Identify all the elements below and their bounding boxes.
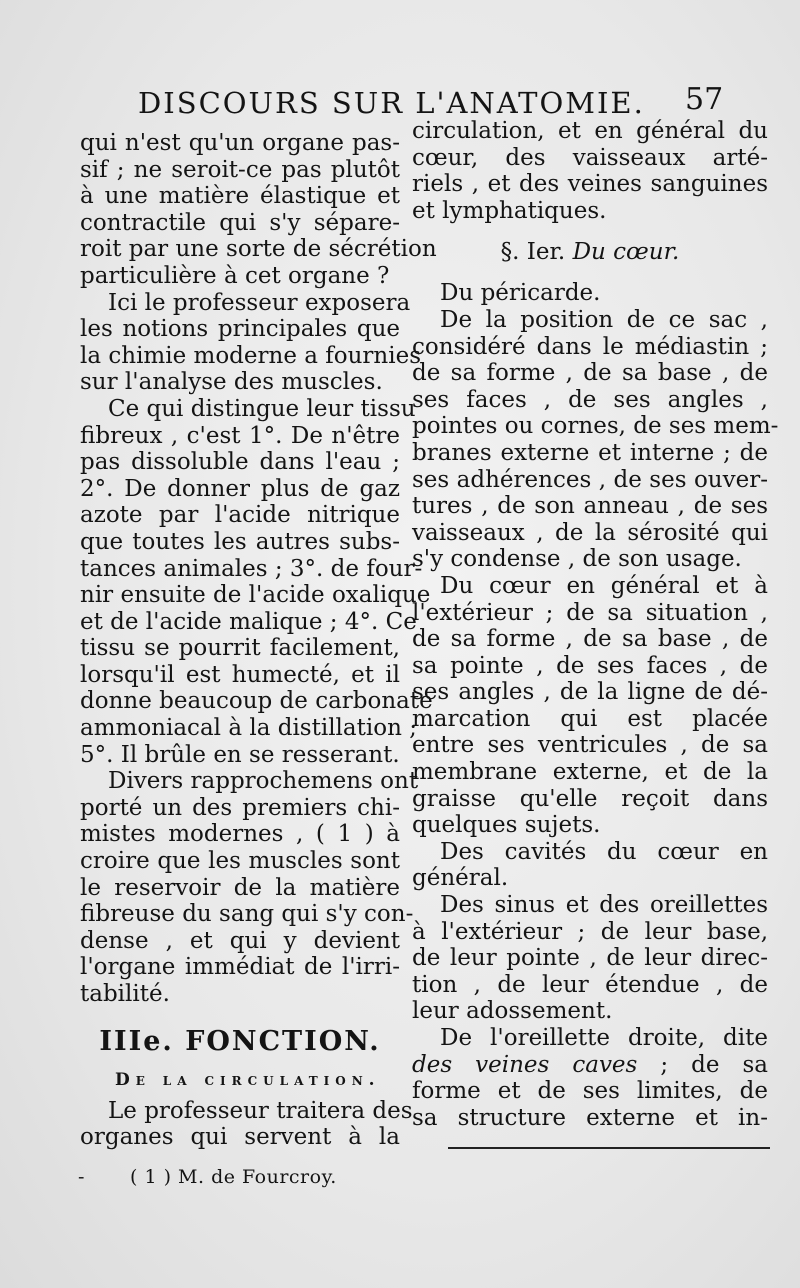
text-line: tion , de leur étendue , de [412,971,768,998]
text-line: porté un des premiers chi- [80,794,400,821]
footnote-dash: - [78,1166,85,1188]
text-line: mistes modernes , ( 1 ) à [80,821,400,848]
text-line: 2°. De donner plus de gaz [80,475,400,502]
text-line: sur l'analyse des muscles. [80,369,383,396]
text-line: fibreux , c'est 1°. De n'être [80,422,400,449]
paragraph [412,573,768,839]
text-line: tances animales ; 3°. de four- [80,555,423,582]
text-line: ses adhérences , de ses ouver- [412,466,768,493]
text-line: considéré dans le médiastin ; [412,333,768,360]
text-line: fibreuse du sang qui s'y con- [80,901,414,928]
paragraph [80,289,422,396]
text-line: nir ensuite de l'acide oxalique [80,582,431,609]
text-line: 5°. Il brûle en se resserant. [80,741,400,768]
section-subheading: De la circulation. [115,1069,381,1090]
paragraph [412,892,768,1025]
text-line: Des sinus et des oreillettes [440,892,768,919]
text-line: la chimie moderne a fournies [80,342,422,369]
text-line: tabilité. [80,981,170,1007]
text-line: l'organe immédiat de l'irri- [80,954,400,981]
text-line: tissu se pourrit facilement, [80,635,400,662]
text-line: sa pointe , de ses faces , de [412,652,768,679]
paragraph [412,280,768,307]
paragraph [412,839,768,892]
text-line: ammoniacal à la distillation ; [80,715,417,742]
subsection-title [412,230,768,274]
text-line: leur adossement. [412,998,613,1025]
text-line: riels , et des veines sanguines [412,171,768,198]
left-column [80,130,437,1151]
text-line: De la position de ce sac , [440,306,768,333]
text-line: Ce qui distingue leur tissu [108,395,416,422]
text-line: roit par une sorte de sécrétion [80,236,437,263]
text-line: Le professeur traitera des [108,1097,413,1124]
section-title-text: Du cœur. [572,239,680,266]
text-line: particulière à cet organe ? [80,262,390,289]
italic-phrase: des veines caves [412,1051,638,1078]
paragraph [80,1097,413,1151]
page-number: 57 [685,82,724,117]
paragraph [412,1025,768,1131]
text-line: de sa forme , de sa base , de [412,360,768,387]
text-line: pointes ou cornes, de ses mem- [412,413,779,440]
text-line: circulation, et en général du [412,118,768,144]
text-line: Des cavités du cœur en [440,838,768,865]
paragraph [412,306,779,573]
text-line: marcation qui est placée [412,705,768,732]
footnote: ( 1 ) M. de Fourcroy. [130,1166,337,1188]
paragraph [80,395,433,768]
text-line: s'y condense , de son usage. [412,546,742,573]
text-line: azote par l'acide nitrique [80,502,400,529]
text-line: sif ; ne seroit-ce pas plutôt [80,156,400,183]
text-line: dense , et qui y devient [80,927,400,954]
paragraph [412,118,768,224]
text-line: de sa forme , de sa base , de [412,626,768,653]
section-mark: §. Ier. [500,239,566,266]
text-line: ses angles , de la ligne de dé- [412,679,768,706]
text-line: croire que les muscles sont [80,848,400,875]
text-line: forme et de ses limites, de [412,1078,768,1105]
text-line: contractile qui s'y sépare- [80,209,400,236]
text-line: Du cœur en général et à [440,572,768,599]
footnote-rule [448,1147,770,1149]
text-line: graisse qu'elle reçoit dans [412,785,768,812]
text-line: organes qui servent à la [80,1124,400,1151]
text-line: à l'extérieur ; de leur base, [412,918,768,945]
text-line: les notions principales que [80,316,400,343]
text-line: ses faces , de ses angles , [412,386,768,413]
text-line: de leur pointe , de leur direc- [412,945,768,972]
text-line: l'extérieur ; de sa situation , [412,599,768,626]
text-line: cœur, des vaisseaux arté- [412,144,768,171]
text-line: lorsqu'il est humecté, et il [80,661,400,688]
text-line: vaisseaux , de la sérosité qui [412,519,768,546]
text-line: De l'oreillette droite, dite [440,1025,768,1051]
text-line: donne beaucoup de carbonate [80,688,433,715]
text-line: que toutes les autres subs- [80,528,400,555]
text-line: pas dissoluble dans l'eau ; [80,449,400,476]
paragraph [80,130,437,290]
text-line: sa structure externe et in- [412,1104,768,1131]
section-heading: IIIe. FONCTION. [99,1025,381,1057]
text-line: et de l'acide malique ; 4°. Ce [80,608,417,635]
text-line: et lymphatiques. [412,197,607,224]
text-line: Divers rapprochemens ont [108,768,419,795]
right-column [412,118,779,1131]
text-line: entre ses ventricules , de sa [412,732,768,759]
text-line: à une matière élastique et [80,183,400,210]
text-fragment: ; de sa [637,1051,768,1078]
text-line: branes externe et interne ; de [412,439,768,466]
text-line: le reservoir de la matière [80,874,400,901]
text-line: général. [412,865,509,892]
text-line: Du péricarde. [440,280,601,307]
text-line: tures , de son anneau , de ses [412,493,768,520]
text-line: Ici le professeur exposera [108,289,411,316]
running-title: DISCOURS SUR L'ANATOMIE. [138,86,645,120]
text-line: qui n'est qu'un organe pas- [80,130,400,156]
text-line [412,1052,768,1079]
text-line: membrane externe, et de la [412,759,768,786]
text-line: quelques sujets. [412,812,601,839]
paragraph [80,768,419,1007]
